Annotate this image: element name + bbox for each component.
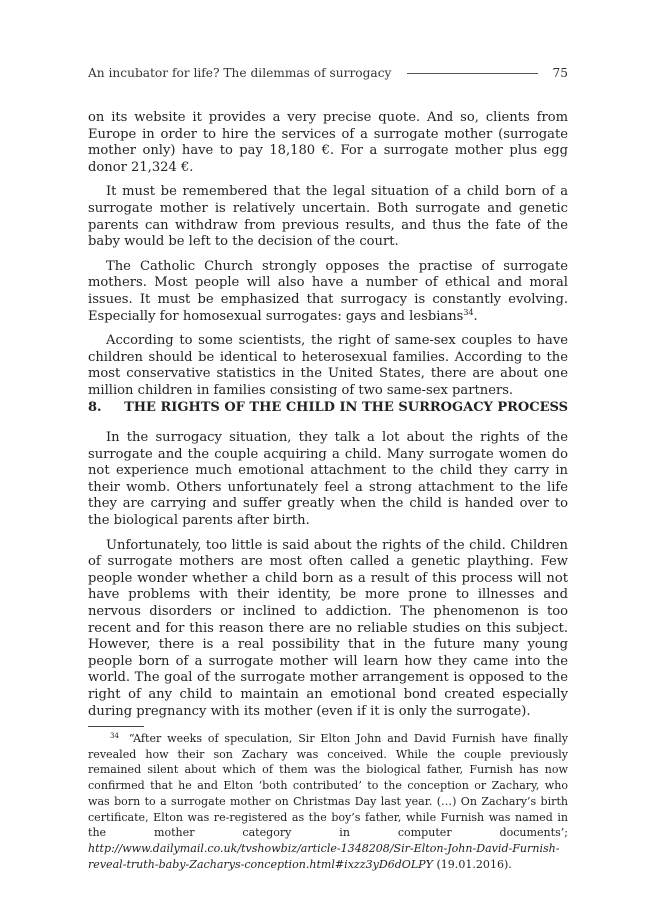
footnote-separator (88, 726, 144, 727)
section-heading (88, 400, 568, 415)
footnote-paragraph (88, 731, 568, 872)
footnote (88, 731, 568, 872)
body-text-top (88, 110, 568, 408)
paragraph: on its website it provides a very precise quote. And so, clients from Europe in order to hire the services of a surrogate mother (surrogate mother only) have to pay 18,180 €. For a surrogate mother plus egg donor 21,324 €. (88, 110, 568, 175)
paragraph: The Catholic Church strongly opposes the practise of surrogate mothers. Most people will also have a number of ethical and moral issues. It must be emphasized that surrogacy is constantly evolving. Especially for homosexual surrogates: gays and lesbians$^{34}$. (88, 258, 568, 324)
footnote-number: 34 (110, 732, 119, 740)
paragraph: It must be remembered that the legal situation of a child born of a surrogate mother is relatively uncertain. Both surrogate and genetic parents can withdraw from previous results, and thus the fate of the baby would be left to the decision of the court. (88, 184, 568, 250)
paragraph: Unfortunately, too little is said about the rights of the child. Children of surrogate mothers are most often called a genetic plaything. Few people wonder whether a child born as a result of this process will not have problems with their identity, be more prone to illnesses and nervous disorders or inclined to addiction. The phenomenon is too recent and for this reason there are no reliable studies on this subject. However, there is a real possibility that in the future many young people born of a surrogate mother will learn how they came into the world. The goal of the surrogate mother arrangement is opposed to the right of any child to maintain an emotional bond created especially during pregnancy with its mother (even if it is only the surrogate). (88, 537, 568, 719)
footnote-reference[interactable]: 34 (463, 307, 474, 317)
header-rule (407, 73, 538, 74)
running-header-title: An incubator for life? The dilemmas of surrogacy (88, 66, 392, 80)
footnote-date: (19.01.2016). (436, 857, 512, 871)
section-number: 8. (88, 400, 102, 415)
paragraph: In the surrogacy situation, they talk a lot about the rights of the surrogate and the couple acquiring a child. Many surrogate women do not experience much emotional attachment to the child they carry in their womb. Others unfortunately feel a strong attachment to the life they are carrying and suffer greatly when the child is handed over to the biological parents after birth. (88, 430, 568, 528)
running-header (88, 64, 568, 82)
section-title: THE RIGHTS OF THE CHILD IN THE SURROGACY PROCESS (124, 400, 568, 415)
footnote-text: “After weeks of speculation, Sir Elton John and David Furnish have finally revealed how their son Zachary was conceived. While the couple previously remained silent about which of them was the biological father, Furnish has now confirmed that he and Elton ‘both contributed’ to the conception or Zachary, who was born to a surrogate mother on Christmas Day last year. (…) On Zachary’s birth certificate, Elton was re-registered as the boy’s father, while Furnish was named in the mother category in computer documents’; (88, 732, 568, 840)
body-text-section (88, 430, 568, 728)
footnote-link[interactable]: http://www.dailymail.co.uk/tvshowbiz/article-1348208/Sir-Elton-John-David-Furnish-reveal-truth-baby-Zacharys-conception.html#ixzz3yD6dOLPY (88, 841, 560, 871)
paragraph: According to some scientists, the right of same-sex couples to have children should be identical to heterosexual families. According to the most conservative statistics in the United States, there are about one million children in families consisting of two same-sex partners. (88, 333, 568, 398)
paragraph-text: The Catholic Church strongly opposes the practise of surrogate mothers. Most people will also have a number of ethical and moral issues. It must be emphasized that surrogacy is constantly evolving. Especially for homosexual surrogates: gays and lesbians (88, 258, 568, 324)
page-number: 75 (552, 66, 568, 80)
